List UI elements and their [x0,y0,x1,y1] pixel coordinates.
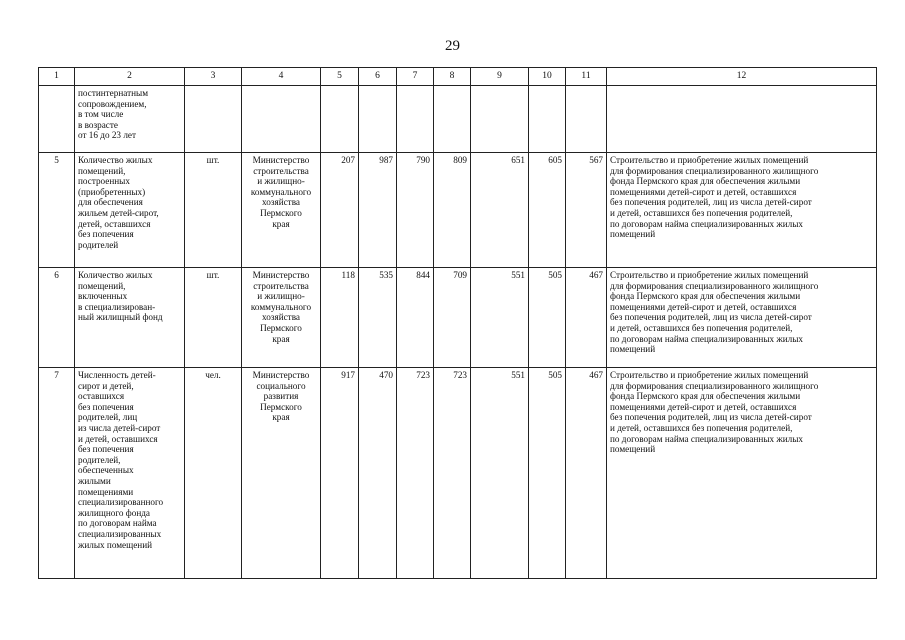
header-cell: 11 [566,68,607,86]
value-cell: 605 [529,153,566,268]
header-cell: 7 [397,68,434,86]
indicators-table [38,67,877,579]
unit: шт. [185,268,242,368]
header-cell: 8 [434,68,471,86]
value-cell [397,86,434,153]
header-cell: 10 [529,68,566,86]
value-cell [471,86,529,153]
value-cell [434,86,471,153]
value-cell: 790 [397,153,434,268]
header-cell: 9 [471,68,529,86]
activity-description: Строительство и приобретение жилых помещений для формирования специализированного жилищного фонда Пермского края для обеспечения жилыми помещениями детей-сирот и детей, оставшихся без попечения родителей, лиц из числа детей-сирот и детей, оставшихся без попечения родителей, по договорам найма специализированных жилых помещений [607,268,877,368]
value-cell: 809 [434,153,471,268]
indicator-name: Количество жилых помещений, включенных в специализирован- ный жилищный фонд [75,268,185,368]
row-number: 6 [39,268,75,368]
unit [185,86,242,153]
header-cell: 12 [607,68,877,86]
table-row [39,368,877,579]
page-number: 29 [445,38,460,54]
value-cell: 207 [321,153,359,268]
value-cell: 505 [529,368,566,579]
value-cell: 551 [471,368,529,579]
table-row [39,268,877,368]
indicator-name: постинтернатным сопровождением, в том числе в возрасте от 16 до 23 лет [75,86,185,153]
value-cell: 651 [471,153,529,268]
responsible-body [242,86,321,153]
value-cell: 844 [397,268,434,368]
row-number [39,86,75,153]
value-cell: 467 [566,268,607,368]
value-cell: 535 [359,268,397,368]
unit: чел. [185,368,242,579]
value-cell: 723 [434,368,471,579]
value-cell: 987 [359,153,397,268]
value-cell [566,86,607,153]
value-cell: 709 [434,268,471,368]
indicator-name: Количество жилых помещений, построенных (приобретенных) для обеспечения жильем детей-сирот, детей, оставшихся без попечения родителей [75,153,185,268]
header-cell: 2 [75,68,185,86]
value-cell: 917 [321,368,359,579]
value-cell: 505 [529,268,566,368]
table-row [39,153,877,268]
header-cell: 4 [242,68,321,86]
activity-description: Строительство и приобретение жилых помещений для формирования специализированного жилищного фонда Пермского края для обеспечения жилыми помещениями детей-сирот и детей, оставшихся без попечения родителей, лиц из числа детей-сирот и детей, оставшихся без попечения родителей, по договорам найма специализированных жилых помещений [607,368,877,579]
row-number: 7 [39,368,75,579]
activity-description [607,86,877,153]
table-row [39,86,877,153]
responsible-body: Министерство строительства и жилищно- коммунального хозяйства Пермского края [242,268,321,368]
value-cell [321,86,359,153]
value-cell: 551 [471,268,529,368]
value-cell: 467 [566,368,607,579]
header-row [39,68,877,86]
activity-description: Строительство и приобретение жилых помещений для формирования специализированного жилищного фонда Пермского края для обеспечения жилыми помещениями детей-сирот и детей, оставшихся без попечения родителей, лиц из числа детей-сирот и детей, оставшихся без попечения родителей, по договорам найма специализированных жилых помещений [607,153,877,268]
value-cell: 723 [397,368,434,579]
row-number: 5 [39,153,75,268]
value-cell: 567 [566,153,607,268]
header-cell: 1 [39,68,75,86]
value-cell [529,86,566,153]
value-cell: 118 [321,268,359,368]
unit: шт. [185,153,242,268]
header-cell: 6 [359,68,397,86]
value-cell [359,86,397,153]
header-cell: 5 [321,68,359,86]
header-cell: 3 [185,68,242,86]
value-cell: 470 [359,368,397,579]
responsible-body: Министерство социального развития Пермского края [242,368,321,579]
indicator-name: Численность детей- сирот и детей, оставшихся без попечения родителей, лиц из числа детей-сирот и детей, оставшихся без попечения родителей, обеспеченных жилыми помещениями специализированного жилищного фонда по договорам найма специализированных жилых помещений [75,368,185,579]
responsible-body: Министерство строительства и жилищно- коммунального хозяйства Пермского края [242,153,321,268]
